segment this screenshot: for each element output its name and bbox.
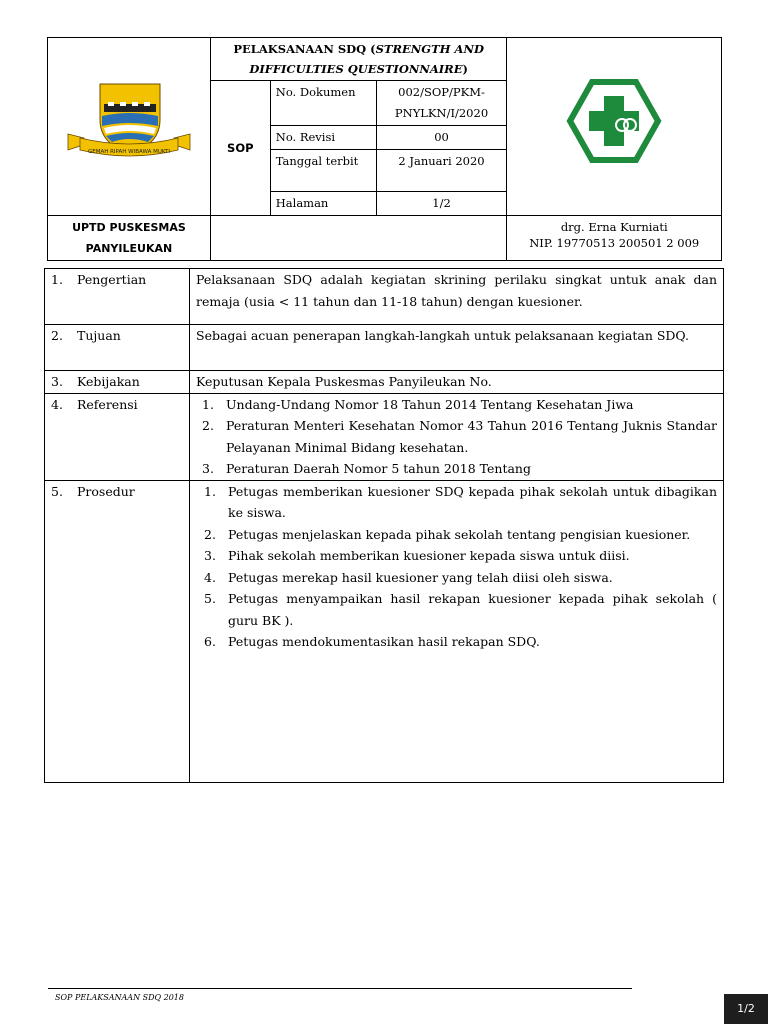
list-item: 1. Petugas memberikan kuesioner SDQ kepada pihak sekolah untuk dibagikan ke siswa.: [204, 483, 717, 520]
empty-cell: [210, 216, 507, 261]
section-row-kebijakan: 3. Kebijakan Keputusan Kepala Puskesmas Panyileukan No.: [45, 371, 724, 394]
list-item: 2. Peraturan Menteri Kesehatan Nomor 43 Tahun 2016 Tentang Juknis Standar Pelayanan Minimal Bidang kesehatan.: [202, 418, 717, 455]
bandung-emblem-icon: [64, 80, 194, 166]
signer-block: [507, 216, 722, 261]
doc-no-label: No. Dokumen: [270, 81, 376, 126]
footer-divider: [48, 988, 632, 989]
footer-text: SOP PELAKSANAAN SDQ 2018: [55, 993, 184, 1002]
document-title: PELAKSANAAN SDQ (STRENGTH AND DIFFICULTIES QUESTIONNAIRE): [210, 38, 507, 81]
section-label: Tujuan: [77, 328, 121, 343]
list-item: 6. Petugas mendokumentasikan hasil rekapan SDQ.: [204, 634, 540, 649]
page-value: 1/2: [376, 192, 507, 216]
section-row-tujuan: 2. Tujuan Sebagai acuan penerapan langkah-langkah untuk pelaksanaan kegiatan SDQ.: [45, 325, 724, 371]
list-item: 3. Peraturan Daerah Nomor 5 tahun 2018 Tentang: [202, 461, 531, 476]
sop-content-table: [44, 268, 724, 783]
page-indicator: 1/2: [724, 994, 768, 1024]
issued-value: 2 Januari 2020: [376, 150, 507, 192]
section-label: Referensi: [77, 396, 138, 412]
list-item: 4. Petugas merekap hasil kuesioner yang telah diisi oleh siswa.: [204, 569, 613, 585]
section-text: Sebagai acuan penerapan langkah-langkah untuk pelaksanaan kegiatan SDQ.: [190, 325, 724, 371]
referensi-list: [202, 394, 717, 480]
page-label: Halaman: [270, 192, 376, 216]
revision-label: No. Revisi: [270, 126, 376, 150]
list-item: 2. Petugas menjelaskan kepada pihak sekolah tentang pengisian kuesioner.: [204, 526, 691, 542]
signer-nip: NIP. 19770513 200501 2 009: [529, 236, 700, 250]
section-row-pengertian: 1. Pengertian Pelaksanaan SDQ adalah kegiatan skrining perilaku singkat untuk anak dan remaja (usia < 11 tahun dan 11-18 tahun) dengan kuesioner.: [45, 269, 724, 325]
city-emblem-cell: [48, 38, 211, 216]
section-row-referensi: 4. Referensi 1. Undang-Undang Nomor 18 Tahun 2014 Tentang Kesehatan Jiwa 2. Peraturan Menteri Kesehatan Nomor 43 Tahun 2016 Tentang Juknis Standar Pelayanan Minimal Bidang kesehatan. 3. Peraturan Daerah Nomor 5 tahun 2018 Tentang: [45, 393, 724, 480]
puskesmas-logo-cell: [507, 38, 722, 216]
signer-name: drg. Erna Kurniati: [560, 220, 668, 234]
section-text: Keputusan Kepala Puskesmas Panyileukan No.: [190, 371, 724, 394]
sop-header-table: [47, 37, 722, 261]
section-row-prosedur: 5. Prosedur 1. Petugas memberikan kuesioner SDQ kepada pihak sekolah untuk dibagikan ke siswa. 2. Petugas menjelaskan kepada pihak sekolah tentang pengisian kuesioner. 3. Pihak sekolah memberikan kuesioner kepada siswa untuk diisi. 4. Petugas merekap hasil kuesioner yang telah diisi oleh siswa. 5. Petugas menyampaikan hasil rekapan kuesioner kepada pihak sekolah ( guru BK ). 6. Petugas mendokumentasikan hasil rekapan SDQ.: [45, 480, 724, 782]
section-text: Pelaksanaan SDQ adalah kegiatan skrining perilaku singkat untuk anak dan remaja (usia < 11 tahun dan 11-18 tahun) dengan kuesioner.: [190, 269, 724, 325]
prosedur-list: [204, 481, 717, 653]
section-label: Prosedur: [77, 483, 135, 499]
list-item: 5. Petugas menyampaikan hasil rekapan kuesioner kepada pihak sekolah ( guru BK ).: [204, 591, 717, 628]
list-item: 1. Undang-Undang Nomor 18 Tahun 2014 Tentang Kesehatan Jiwa: [202, 396, 634, 412]
list-item: 3. Pihak sekolah memberikan kuesioner kepada siswa untuk diisi.: [204, 548, 630, 563]
emblem-motto: GEMAH RIPAH WIBAWA MUKTI: [87, 149, 170, 155]
doc-no-value: 002/SOP/PKM-PNYLKN/I/2020: [376, 81, 507, 126]
section-label: Pengertian: [77, 272, 147, 287]
puskesmas-logo-icon: [566, 78, 662, 168]
sop-label: SOP: [210, 81, 270, 216]
organization-name: UPTD PUSKESMAS PANYILEUKAN: [48, 216, 211, 261]
issued-label: Tanggal terbit: [270, 150, 376, 192]
revision-value: 00: [376, 126, 507, 150]
section-label: Kebijakan: [77, 374, 140, 389]
